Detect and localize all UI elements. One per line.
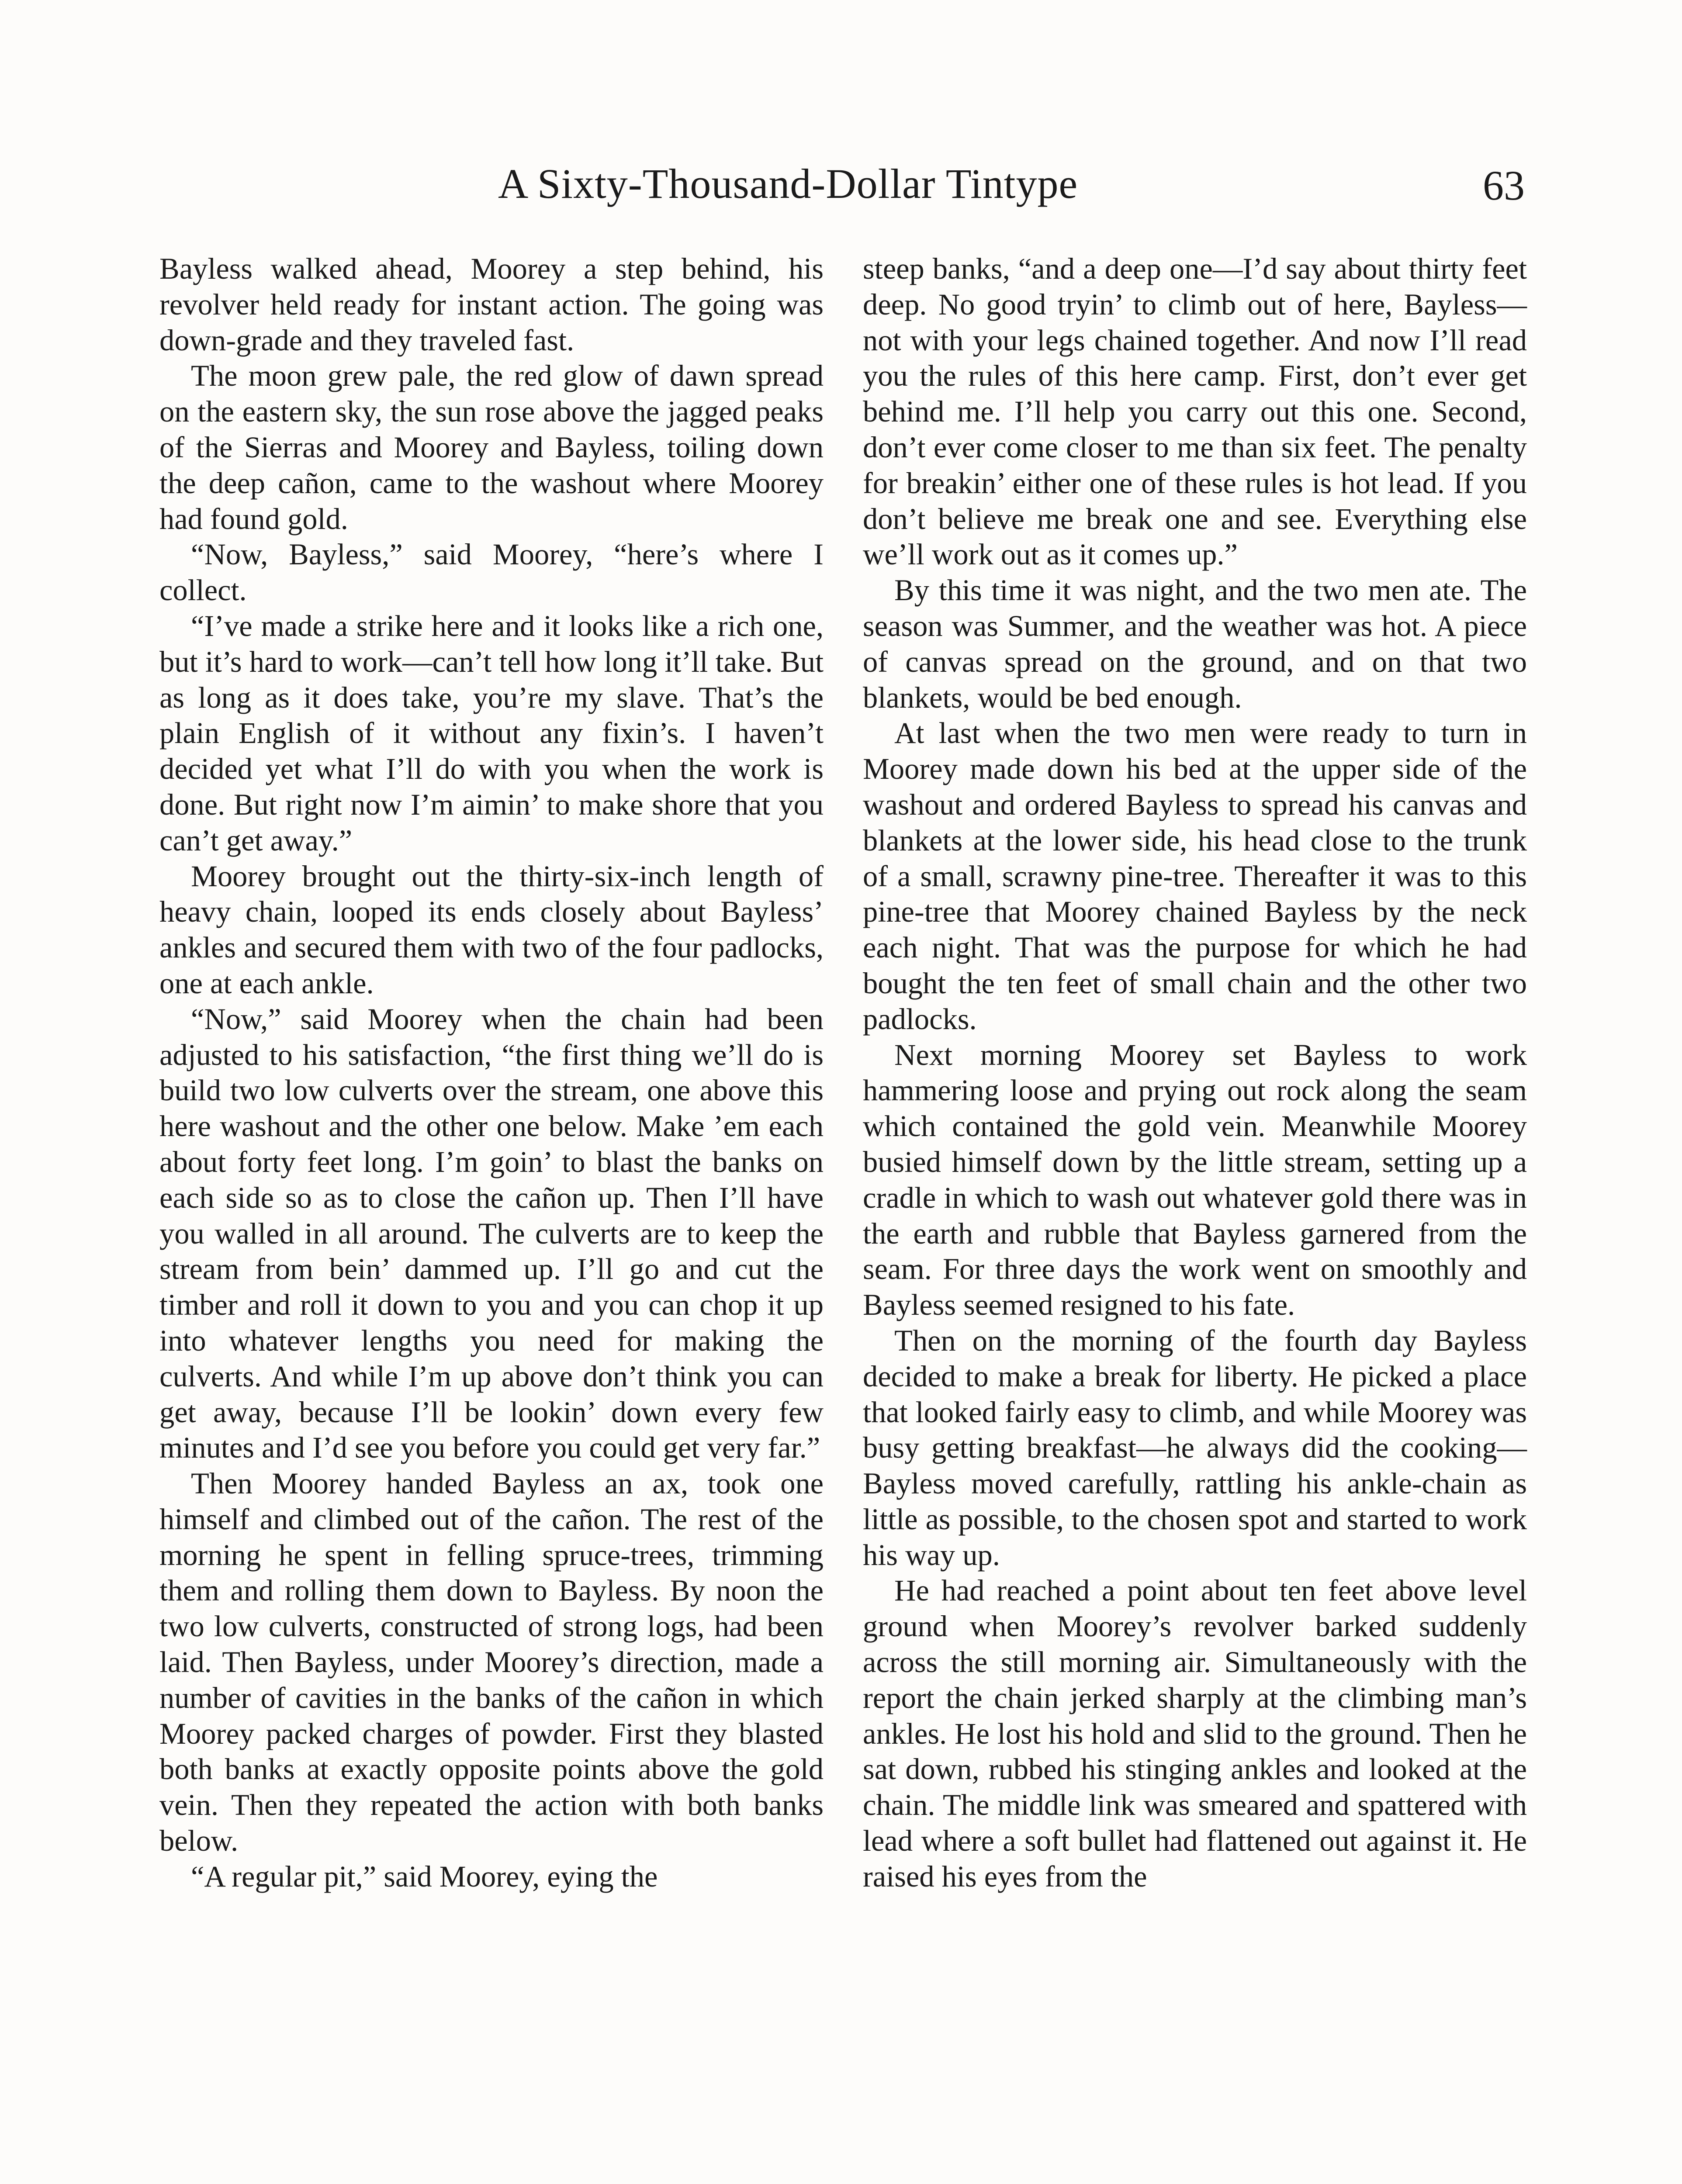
paragraph: The moon grew pale, the red glow of dawn spread on the eastern sky, the sun rose above the jagged peaks of the Sierras and Moorey and Bayless, toiling down the deep cañon, came to the washout where Moorey had found gold. (159, 359, 824, 536)
left-column (159, 251, 824, 1895)
paragraph: He had reached a point about ten feet above level ground when Moorey’s revolver barked suddenly across the still morning air. Simultaneously with the report the chain jerked sharply at the climbing man’s ankles. He lost his hold and slid to the ground. Then he sat down, rubbed his stinging ankles and looked at the chain. The middle link was smeared and spattered with lead where a soft bullet had flattened out against it. He raised his eyes from the (863, 1574, 1527, 1893)
paragraph: At last when the two men were ready to turn in Moorey made down his bed at the upper side of the washout and ordered Bayless to spread his canvas and blankets at the lower side, his head close to the trunk of a small, scrawny pine-tree. Thereafter it was to this pine-tree that Moorey chained Bayless by the neck each night. That was the purpose for which he had bought the ten feet of small chain and the other two padlocks. (863, 716, 1527, 1036)
paragraph: Then on the morning of the fourth day Bayless decided to make a break for liberty. He picked a place that looked fairly easy to climb, and while Moorey was busy getting breakfast—he always did the cooking—Bayless moved carefully, rattling his ankle-chain as little as possible, to the chosen spot and started to work his way up. (863, 1324, 1527, 1572)
paragraph: Then Moorey handed Bayless an ax, took one himself and climbed out of the cañon. The rest of the morning he spent in felling spruce-trees, trimming them and rolling them down to Bayless. By noon the two low culverts, constructed of strong logs, had been laid. Then Bayless, under Moorey’s direction, made a number of cavities in the banks of the cañon in which Moorey packed charges of powder. First they blasted both banks at exactly opposite points above the gold vein. Then they repeated the action with both banks below. (159, 1467, 824, 1858)
page-number: 63 (1483, 162, 1525, 209)
paragraph: “A regular pit,” said Moorey, eying the (191, 1859, 658, 1893)
paragraph: steep banks, “and a deep one—I’d say about thirty feet deep. No good tryin’ to climb out of here, Bayless—not with your legs chained together. And now I’ll read you the rules of this here camp. First, don’t ever get behind me. I’ll help you carry out this one. Second, don’t ever come closer to me than six feet. The penalty for breakin’ either one of these rules is hot lead. If you don’t believe me break one and see. Everything else we’ll work out as it comes up.” (863, 252, 1527, 571)
paragraph: “Now, Bayless,” said Moorey, “here’s where I collect. (159, 538, 824, 607)
running-title: A Sixty-Thousand-Dollar Tintype (498, 160, 1078, 207)
paragraph: Moorey brought out the thirty-six-inch length of heavy chain, looped its ends closely about Bayless’ ankles and secured them with two of the four padlocks, one at each ankle. (159, 859, 824, 1000)
paragraph: “I’ve made a strike here and it looks like a rich one, but it’s hard to work—can’t tell how long it’ll take. But as long as it does take, you’re my slave. That’s the plain English of it without any fixin’s. I haven’t decided yet what I’ll do with you when the work is done. But right now I’m aimin’ to make shore that you can’t get away.” (159, 609, 824, 857)
running-head (157, 159, 1525, 225)
right-column (863, 251, 1527, 1895)
paragraph: Bayless walked ahead, Moorey a step behind, his revolver held ready for instant action. The going was down-grade and they traveled fast. (159, 252, 824, 357)
paragraph: “Now,” said Moorey when the chain had been adjusted to his satisfaction, “the first thing we’ll do is build two low culverts over the stream, one above this here washout and the other one below. Make ’em each about forty feet long. I’m goin’ to blast the banks on each side so as to close the cañon up. Then I’ll have you walled in all around. The culverts are to keep the stream from bein’ dammed up. I’ll go and cut the timber and roll it down to you and you can chop it up into whatever lengths you need for making the culverts. And while I’m up above don’t think you can get away, because I’ll be lookin’ down every few minutes and I’d see you before you could get very far.” (159, 1002, 824, 1465)
paragraph: Next morning Moorey set Bayless to work hammering loose and prying out rock along the seam which contained the gold vein. Meanwhile Moorey busied himself down by the little stream, setting up a cradle in which to wash out whatever gold there was in the earth and rubble that Bayless garnered from the seam. For three days the work went on smoothly and Bayless seemed resigned to his fate. (863, 1038, 1527, 1322)
paragraph: By this time it was night, and the two men ate. The season was Summer, and the weather was hot. A piece of canvas spread on the ground, and on that two blankets, would be bed enough. (863, 574, 1527, 714)
